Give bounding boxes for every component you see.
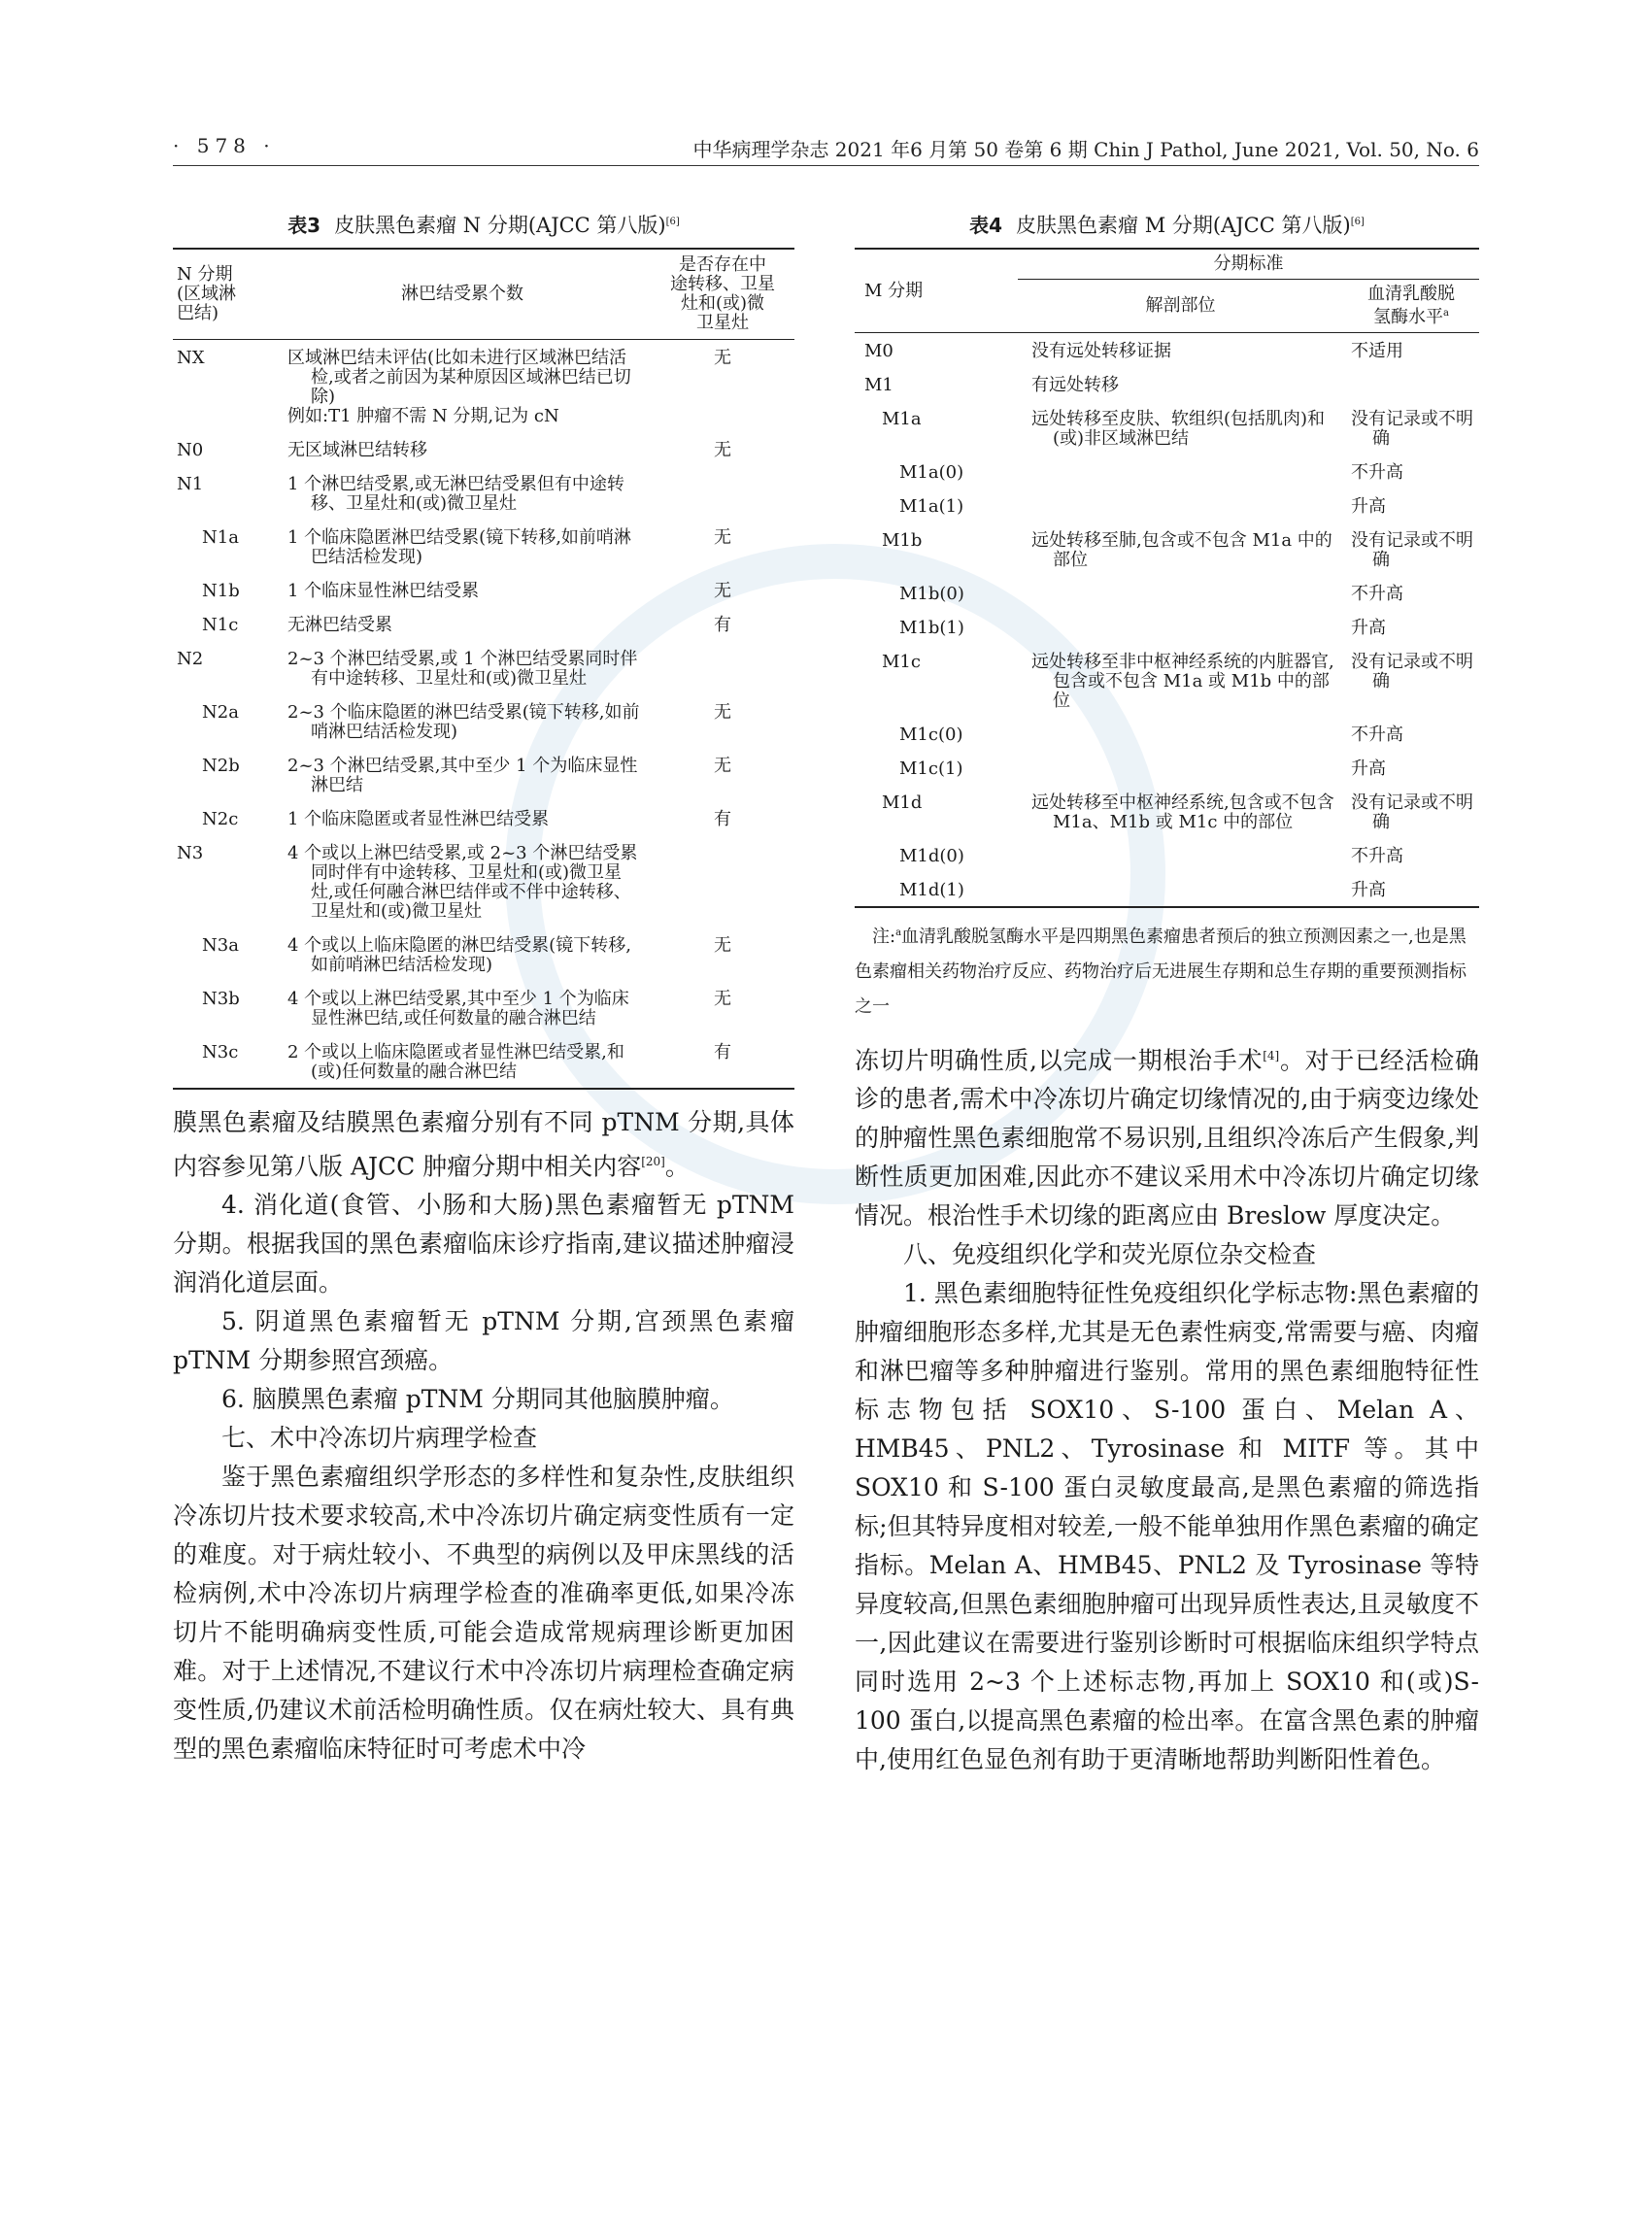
- table4-m-staging: [855, 248, 1479, 908]
- anatomic-site-cell: [1018, 610, 1343, 644]
- ldh-level-cell: 没有记录或不明确: [1351, 652, 1473, 691]
- table4-ref: [6]: [1350, 217, 1365, 227]
- table3-row: [173, 748, 794, 801]
- table4-row: [855, 644, 1479, 717]
- table3-row: [173, 927, 794, 981]
- ldh-level-cell: 升高: [1351, 759, 1386, 779]
- anatomic-site-cell: 没有远处转移证据: [1031, 341, 1171, 361]
- node-count-cell: 区域淋巴结未评估(比如未进行区域淋巴结活检,或者之前因为某种原因区域淋巴结已切除) 例如:T1 肿瘤不需 N 分期,记为 cN: [287, 348, 631, 426]
- table4-row: [855, 455, 1479, 489]
- table3-row: [173, 835, 794, 927]
- node-count-cell: 无淋巴结受累: [287, 615, 392, 635]
- n-stage-cell: N1c: [202, 615, 239, 635]
- table3-row: [173, 432, 794, 466]
- m-stage-cell: M1c(0): [899, 725, 963, 745]
- satellite-flag-cell: 无: [714, 702, 731, 723]
- table4-row: [855, 489, 1479, 523]
- page-number: · 578 ·: [173, 134, 276, 157]
- table4-row: [855, 751, 1479, 785]
- satellite-flag-cell: 有: [714, 615, 731, 635]
- satellite-flag-cell: 无: [714, 581, 731, 601]
- n-stage-cell: N1b: [202, 581, 240, 601]
- m-stage-cell: M1c(1): [899, 759, 963, 779]
- right-column: [855, 208, 1479, 1779]
- table4-label: 表4: [969, 214, 1003, 237]
- table3-title: 皮肤黑色素瘤 N 分期(AJCC 第八版): [334, 214, 666, 237]
- node-count-cell: 4 个或以上临床隐匿的淋巴结受累(镜下转移,如前哨淋巴结活检发现): [287, 935, 631, 975]
- m-stage-cell: M1c: [882, 652, 921, 672]
- node-count-cell: 2~3 个临床隐匿的淋巴结受累(镜下转移,如前哨淋巴结活检发现): [287, 702, 640, 742]
- m-stage-cell: M0: [864, 341, 893, 361]
- node-count-cell: 1 个临床隐匿或者显性淋巴结受累: [287, 809, 550, 829]
- n-stage-cell: N2: [177, 649, 204, 669]
- table4-row: [855, 785, 1479, 838]
- satellite-flag-cell: 有: [714, 1042, 731, 1062]
- m-stage-cell: M1a: [882, 409, 922, 429]
- m-stage-cell: M1b(0): [899, 584, 964, 604]
- satellite-flag-cell: [651, 641, 794, 694]
- paragraph: 5. 阴道黑色素瘤暂无 pTNM 分期,宫颈黑色素瘤 pTNM 分期参照宫颈癌。: [173, 1307, 794, 1375]
- table4-row: [855, 523, 1479, 576]
- citation-ref: [20]: [641, 1155, 665, 1168]
- table3-row: [173, 981, 794, 1034]
- table4-row: [855, 367, 1479, 401]
- node-count-cell: 1 个临床隐匿淋巴结受累(镜下转移,如前哨淋巴结活检发现): [287, 527, 631, 567]
- anatomic-site-cell: 远处转移至皮肤、软组织(包括肌肉)和(或)非区域淋巴结: [1031, 409, 1326, 449]
- paragraph: 1. 黑色素细胞特征性免疫组织化学标志物:黑色素瘤的肿瘤细胞形态多样,尤其是无色素性病变,常需要与癌、肉瘤和淋巴瘤等多种肿瘤进行鉴别。常用的黑色素细胞特征性标志物包括 SOX10、S-100 蛋白、Melan A、HMB45、PNL2、Tyrosinase 和 MITF 等。其中 SOX10 和 S-100 蛋白灵敏度最高,是黑色素瘤的筛选指标;但其特异度相对较差,一般不能单独用作黑色素瘤的确定指标。Melan A、HMB45、PNL2 及 Tyrosinase 等特异度较高,但黑色素细胞肿瘤可出现异质性表达,且灵敏度不一,因此建议在需要进行鉴别诊断时可根据临床组织学特点同时选用 2~3 个上述标志物,再加上 SOX10 和(或)S-100 蛋白,以提高黑色素瘤的检出率。在富含黑色素的肿瘤中,使用红色显色剂有助于更清晰地帮助判断阳性着色。: [855, 1279, 1479, 1774]
- ldh-level-cell: 没有记录或不明确: [1351, 792, 1473, 832]
- table4-title: 皮肤黑色素瘤 M 分期(AJCC 第八版): [1016, 214, 1351, 237]
- table4-row: [855, 401, 1479, 455]
- table3-header-count: 淋巴结受累个数: [274, 249, 651, 340]
- table4-row: [855, 610, 1479, 644]
- satellite-flag-cell: 有: [714, 809, 731, 829]
- anatomic-site-cell: [1018, 455, 1343, 489]
- table4-header-group: 分期标准: [1018, 249, 1479, 280]
- ldh-level-cell: 升高: [1351, 618, 1386, 638]
- n-stage-cell: N2b: [202, 756, 240, 776]
- satellite-flag-cell: 无: [714, 440, 731, 460]
- table4-row: [855, 576, 1479, 610]
- ldh-level-cell: 不升高: [1351, 584, 1403, 604]
- n-stage-cell: N1: [177, 474, 204, 494]
- section-heading-8: 八、免疫组织化学和荧光原位杂交检查: [903, 1240, 1317, 1269]
- ldh-level-cell: [1343, 367, 1479, 401]
- satellite-flag-cell: 无: [714, 348, 731, 368]
- n-stage-cell: N1a: [202, 527, 239, 548]
- table4-header-stage: M 分期: [855, 249, 1018, 333]
- table4-row: [855, 872, 1479, 907]
- anatomic-site-cell: [1018, 872, 1343, 907]
- anatomic-site-cell: 远处转移至中枢神经系统,包含或不包含 M1a、M1b 或 M1c 中的部位: [1031, 792, 1334, 832]
- table3-body: [173, 340, 794, 1090]
- m-stage-cell: M1a(0): [899, 462, 964, 483]
- ldh-level-cell: 没有记录或不明确: [1351, 530, 1473, 570]
- table3-label: 表3: [287, 214, 321, 237]
- header-rule: [173, 165, 1479, 166]
- n-stage-cell: N3a: [202, 935, 239, 956]
- n-stage-cell: N3b: [202, 989, 240, 1009]
- m-stage-cell: M1b: [882, 530, 923, 551]
- table4-body: [855, 333, 1479, 908]
- citation-ref: [4]: [1263, 1049, 1280, 1062]
- ldh-level-cell: 不升高: [1351, 462, 1403, 483]
- ldh-level-cell: 不升高: [1351, 725, 1403, 745]
- table3-row: [173, 607, 794, 641]
- right-body-text: [855, 1036, 1479, 1779]
- anatomic-site-cell: 远处转移至非中枢神经系统的内脏器官,包含或不包含 M1a 或 M1b 中的部位: [1031, 652, 1334, 711]
- satellite-flag-cell: [651, 835, 794, 927]
- m-stage-cell: M1b(1): [899, 618, 964, 638]
- satellite-flag-cell: 无: [714, 756, 731, 776]
- node-count-cell: 1 个临床显性淋巴结受累: [287, 581, 480, 601]
- anatomic-site-cell: 远处转移至肺,包含或不包含 M1a 中的部位: [1031, 530, 1332, 570]
- table4-row: [855, 838, 1479, 872]
- table3-row: [173, 694, 794, 748]
- table4-caption: [855, 208, 1479, 240]
- node-count-cell: 无区域淋巴结转移: [287, 440, 427, 460]
- anatomic-site-cell: [1018, 838, 1343, 872]
- node-count-cell: 2~3 个淋巴结受累,其中至少 1 个为临床显性淋巴结: [287, 756, 638, 795]
- paragraph: 冻切片明确性质,以完成一期根治手术[4]。对于已经活检确诊的患者,需术中冷冻切片确定切缘情况的,由于病变边缘处的肿瘤性黑色素细胞常不易识别,且组织冷冻后产生假象,判断性质更加困难,因此亦不建议采用术中冷冻切片确定切缘情况。根治性手术切缘的距离应由 Breslow 厚度决定。: [855, 1046, 1479, 1230]
- n-stage-cell: N0: [177, 440, 204, 460]
- n-stage-cell: NX: [177, 348, 205, 368]
- left-column: [173, 208, 794, 1769]
- node-count-cell: 2 个或以上临床隐匿或者显性淋巴结受累,和(或)任何数量的融合淋巴结: [287, 1042, 624, 1082]
- ldh-level-cell: 升高: [1351, 496, 1386, 517]
- m-stage-cell: M1: [864, 375, 893, 395]
- table3-n-staging: [173, 248, 794, 1090]
- table3-row: [173, 641, 794, 694]
- paragraph: 6. 脑膜黑色素瘤 pTNM 分期同其他脑膜肿瘤。: [221, 1385, 734, 1414]
- n-stage-cell: N2c: [202, 809, 239, 829]
- ldh-level-cell: 不升高: [1351, 846, 1403, 866]
- table3-header-stage: N 分期 (区域淋 巴结): [173, 249, 274, 340]
- n-stage-cell: N3: [177, 843, 204, 863]
- ldh-level-cell: 没有记录或不明确: [1351, 409, 1473, 449]
- table3-header-flag: 是否存在中 途转移、卫星 灶和(或)微 卫星灶: [651, 249, 794, 340]
- table4-header-ldh: 血清乳酸脱 氢酶水平$^a$: [1343, 280, 1479, 333]
- node-count-cell: 4 个或以上淋巴结受累,其中至少 1 个为临床显性淋巴结,或任何数量的融合淋巴结: [287, 989, 629, 1028]
- paragraph: 膜黑色素瘤及结膜黑色素瘤分别有不同 pTNM 分期,具体内容参见第八版 AJCC 肿瘤分期中相关内容[20]。: [173, 1108, 794, 1181]
- table3-caption: [173, 208, 794, 240]
- ldh-level-cell: 不适用: [1351, 341, 1403, 361]
- paragraph: 4. 消化道(食管、小肠和大肠)黑色素瘤暂无 pTNM 分期。根据我国的黑色素瘤临床诊疗指南,建议描述肿瘤浸润消化道层面。: [173, 1191, 794, 1298]
- node-count-cell: 2~3 个淋巴结受累,或 1 个淋巴结受累同时伴有中途转移、卫星灶和(或)微卫星灶: [287, 649, 638, 689]
- n-stage-cell: N2a: [202, 702, 239, 723]
- table3-row: [173, 1034, 794, 1089]
- table3-row: [173, 801, 794, 835]
- satellite-flag-cell: 无: [714, 527, 731, 548]
- anatomic-site-cell: [1018, 489, 1343, 523]
- node-count-cell: 4 个或以上淋巴结受累,或 2~3 个淋巴结受累同时伴有中途转移、卫星灶和(或)微卫星灶,或任何融合淋巴结伴或不伴中途转移、卫星灶和(或)微卫星灶: [287, 843, 638, 922]
- table3-ref: [6]: [665, 217, 680, 227]
- table3-row: [173, 520, 794, 573]
- table4-row: [855, 333, 1479, 368]
- satellite-flag-cell: 无: [714, 989, 731, 1009]
- m-stage-cell: M1d(1): [899, 880, 964, 900]
- anatomic-site-cell: [1018, 576, 1343, 610]
- node-count-cell: 1 个淋巴结受累,或无淋巴结受累但有中途转移、卫星灶和(或)微卫星灶: [287, 474, 624, 514]
- anatomic-site-cell: [1018, 751, 1343, 785]
- satellite-flag-cell: 无: [714, 935, 731, 956]
- table3-row: [173, 340, 794, 433]
- m-stage-cell: M1d(0): [899, 846, 964, 866]
- n-stage-cell: N3c: [202, 1042, 239, 1062]
- table3-row: [173, 573, 794, 607]
- satellite-flag-cell: [651, 466, 794, 520]
- left-body-text: [173, 1103, 794, 1769]
- table4-row: [855, 717, 1479, 751]
- table3-row: [173, 466, 794, 520]
- table4-note: 注:$^a$血清乳酸脱氢酶水平是四期黑色素瘤患者预后的独立预测因素之一,也是黑色素瘤相关药物治疗反应、药物治疗后无进展生存期和总生存期的重要预测指标之一: [855, 927, 1467, 1017]
- anatomic-site-cell: [1018, 717, 1343, 751]
- section-heading-7: 七、术中冷冻切片病理学检查: [221, 1424, 538, 1453]
- journal-citation: 中华病理学杂志 2021 年6 月第 50 卷第 6 期 Chin J Pathol, June 2021, Vol. 50, No. 6: [692, 138, 1479, 161]
- table4-header-site: 解剖部位: [1018, 280, 1343, 333]
- m-stage-cell: M1d: [882, 792, 923, 813]
- m-stage-cell: M1a(1): [899, 496, 964, 517]
- anatomic-site-cell: 有远处转移: [1031, 375, 1119, 395]
- paragraph: 鉴于黑色素瘤组织学形态的多样性和复杂性,皮肤组织冷冻切片技术要求较高,术中冷冻切片确定病变性质有一定的难度。对于病灶较小、不典型的病例以及甲床黑线的活检病例,术中冷冻切片病理学检查的准确率更低,如果冷冻切片不能明确病变性质,可能会造成常规病理诊断更加困难。对于上述情况,不建议行术中冷冻切片病理检查确定病变性质,仍建议术前活检明确性质。仅在病灶较大、具有典型的黑色素瘤临床特征时可考虑术中冷: [173, 1463, 794, 1764]
- ldh-level-cell: 升高: [1351, 880, 1386, 900]
